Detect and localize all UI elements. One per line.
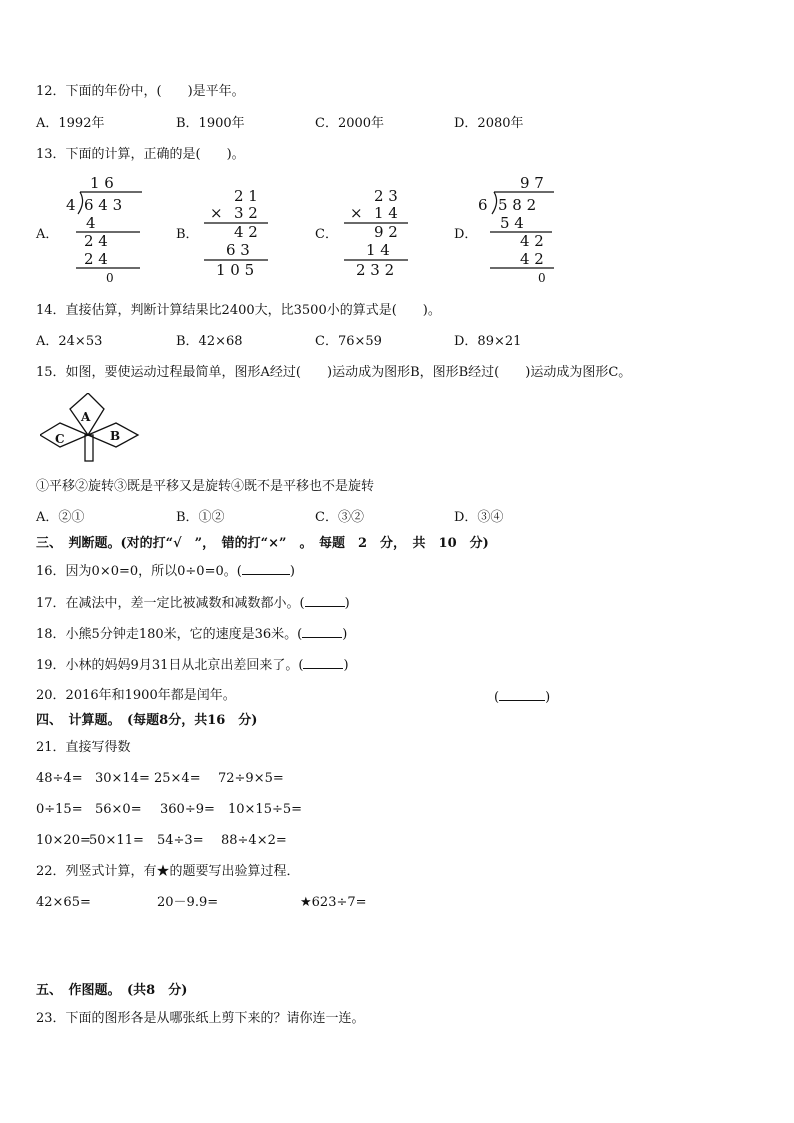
calc-row-2-item-3: 360÷9=	[160, 802, 215, 817]
question-12-option-b: B．1900年	[176, 116, 245, 131]
question-12-stem: 12．下面的年份中，( )是平年。	[36, 84, 245, 99]
question-19-close: )	[343, 658, 349, 673]
question-16-close: )	[289, 564, 295, 579]
calc-b-factor1: 2 1	[234, 187, 258, 205]
question-17	[36, 593, 350, 613]
shape-label-c: C	[55, 432, 65, 446]
calc-b-sign: ×	[210, 204, 223, 222]
question-16-text: 16．因为0×0=0，所以0÷0=0。(	[36, 564, 242, 579]
calc-b-result: 1 0 5	[216, 261, 255, 279]
section-4-heading: 四、 计算题。 (每题8分，共16 分)	[36, 713, 258, 728]
calc-row-2-item-4: 10×15÷5=	[228, 802, 303, 817]
question-17-close: )	[344, 596, 350, 611]
question-22-item-2: 20－9.9=	[157, 895, 219, 910]
calc-c-partial1: 9 2	[374, 223, 398, 241]
question-21-stem: 21．直接写得数	[36, 740, 131, 755]
shape-label-a: A	[81, 410, 91, 424]
question-15-figure	[40, 393, 140, 465]
question-14-option-b: B．42×68	[176, 334, 243, 349]
section-5-heading: 五、 作图题。 (共8 分)	[36, 983, 188, 998]
question-13-label-c: C．	[315, 227, 338, 242]
question-14-stem: 14．直接估算，判断计算结果比2400大，比3500小的算式是( )。	[36, 303, 441, 318]
question-19-text: 19．小林的妈妈9月31日从北京出差回来了。(	[36, 658, 304, 673]
calc-a-step3: 2 4	[84, 250, 108, 268]
question-15-option-a: A．②①	[36, 510, 85, 525]
question-22-item-3: ★623÷7=	[300, 895, 367, 910]
answer-blank-19[interactable]	[303, 655, 343, 669]
question-13-label-b: B．	[176, 227, 199, 242]
question-15-option-b: B．①②	[176, 510, 225, 525]
calc-row-1-item-2: 30×14=	[95, 771, 150, 786]
question-20-answer	[494, 687, 550, 707]
calc-d-remainder: 0	[538, 271, 546, 284]
question-19	[36, 655, 349, 675]
answer-blank-20[interactable]	[499, 687, 545, 701]
question-20-close: )	[545, 690, 551, 705]
question-15-choices: ①平移②旋转③既是平移又是旋转④既不是平移也不是旋转	[36, 479, 375, 494]
section-3-heading: 三、 判断题。(对的打“√ ”， 错的打“×” 。 每题 2 分， 共 10 分)	[36, 536, 489, 551]
calc-c-result: 2 3 2	[356, 261, 395, 279]
calc-c-partial2: 1 4	[366, 241, 390, 259]
calc-d-dividend: 5 8 2	[498, 196, 537, 214]
calc-row-1-item-3: 25×4=	[154, 771, 201, 786]
question-20-text: 20．2016年和1900年都是闰年。	[36, 688, 236, 703]
calc-row-3-item-1: 10×20=	[36, 833, 91, 848]
calc-c-factor1: 2 3	[374, 187, 398, 205]
question-13-figure-a	[60, 172, 150, 284]
calc-a-dividend: 6 4 3	[84, 196, 123, 214]
calc-b-partial1: 4 2	[234, 223, 258, 241]
question-15-stem: 15．如图，要使运动过程最简单，图形A经过( )运动成为图形B，图形B经过( )运动成为图形C。	[36, 365, 632, 380]
calc-c-sign: ×	[350, 204, 363, 222]
calc-b-partial2: 6 3	[226, 241, 250, 259]
calc-c-factor2: 1 4	[374, 204, 398, 222]
calc-row-1-item-4: 72÷9×5=	[218, 771, 284, 786]
question-14-option-a: A．24×53	[36, 334, 103, 349]
question-12-option-c: C．2000年	[315, 116, 385, 131]
question-20-open: (	[494, 690, 500, 705]
calc-row-2-item-1: 0÷15=	[36, 802, 83, 817]
question-18-text: 18．小熊5分钟走180米，它的速度是36米。(	[36, 627, 303, 642]
question-22-item-1: 42×65=	[36, 895, 91, 910]
question-17-text: 17．在减法中，差一定比被减数和减数都小。(	[36, 596, 305, 611]
question-23-stem: 23．下面的图形各是从哪张纸上剪下来的？请你连一连。	[36, 1011, 365, 1026]
calc-a-quotient: 1 6	[90, 174, 114, 192]
question-15-option-c: C．③②	[315, 510, 364, 525]
answer-blank-16[interactable]	[242, 561, 290, 575]
calc-row-3-item-4: 88÷4×2=	[221, 833, 287, 848]
shape-label-b: B	[110, 429, 121, 443]
question-13-label-a: A．	[36, 227, 59, 242]
calc-row-3-item-3: 54÷3=	[157, 833, 204, 848]
question-14-option-d: D．89×21	[454, 334, 522, 349]
calc-a-divisor: 4	[66, 196, 76, 214]
answer-blank-17[interactable]	[305, 593, 345, 607]
calc-row-2-item-2: 56×0=	[95, 802, 142, 817]
question-13-figure-c	[336, 186, 416, 280]
question-14-option-c: C．76×59	[315, 334, 382, 349]
calc-a-remainder: 0	[106, 271, 114, 284]
calc-d-step3: 4 2	[520, 250, 544, 268]
question-16	[36, 561, 295, 581]
calc-a-step2: 2 4	[84, 232, 108, 250]
question-18	[36, 624, 347, 644]
calc-b-factor2: 3 2	[234, 204, 258, 222]
calc-row-1-item-1: 48÷4=	[36, 771, 83, 786]
calc-d-step1: 5 4	[500, 214, 524, 232]
question-18-close: )	[342, 627, 348, 642]
shape-stem	[85, 435, 93, 461]
calc-row-3-item-2: 50×11=	[89, 833, 144, 848]
calc-d-step2: 4 2	[520, 232, 544, 250]
calc-d-quotient: 9 7	[520, 174, 544, 192]
question-12-option-a: A．1992年	[36, 116, 105, 131]
question-22-stem: 22．列竖式计算，有★的题要写出验算过程．	[36, 864, 300, 879]
question-13-figure-b	[196, 186, 276, 280]
calc-d-divisor: 6	[478, 196, 488, 214]
question-13-stem: 13．下面的计算，正确的是( )。	[36, 147, 245, 162]
question-13-label-d: D．	[454, 227, 478, 242]
question-12-option-d: D．2080年	[454, 116, 524, 131]
question-15-option-d: D．③④	[454, 510, 504, 525]
answer-blank-18[interactable]	[302, 624, 342, 638]
question-13-figure-d	[474, 172, 564, 284]
calc-a-step1: 4	[86, 214, 96, 232]
